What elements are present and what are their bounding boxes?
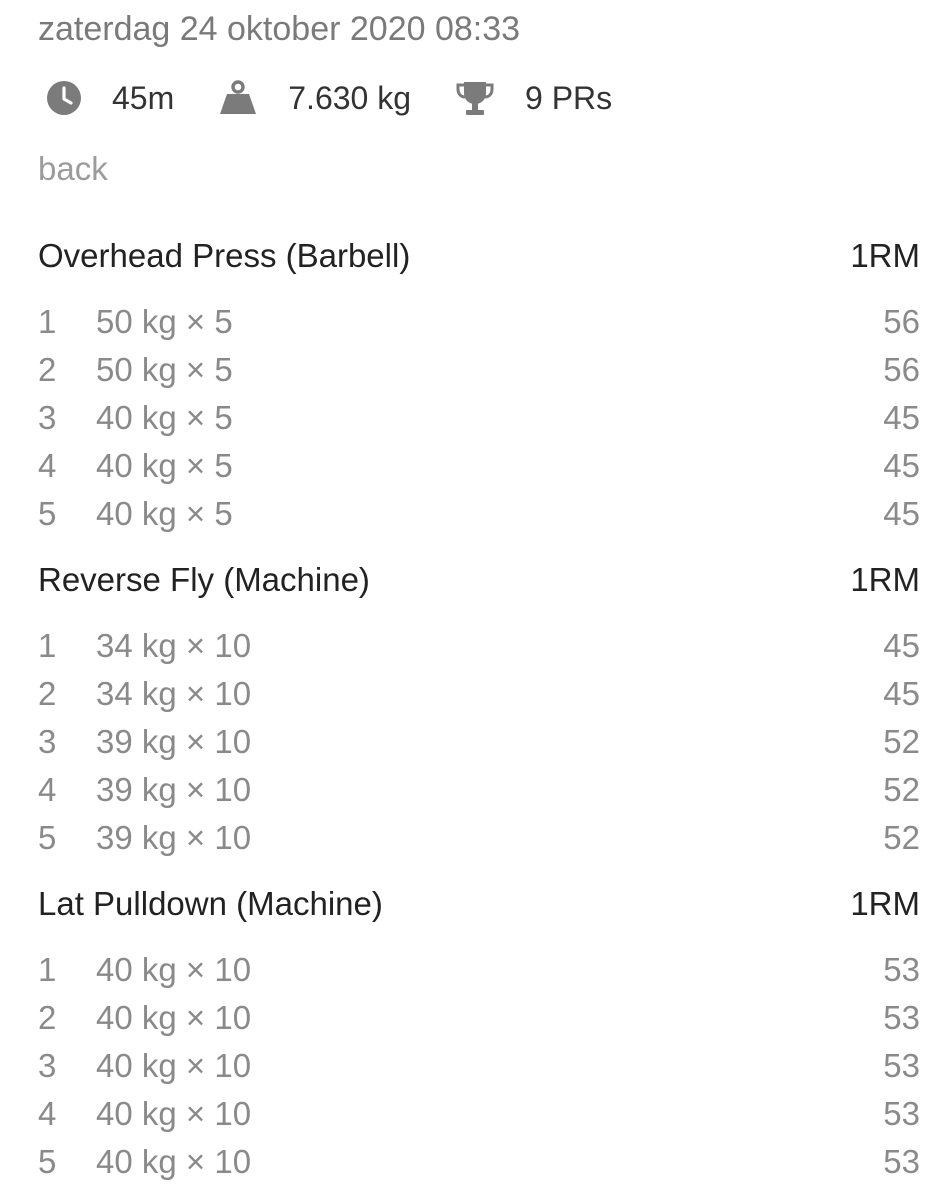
set-row bbox=[38, 814, 920, 862]
prs-value: 9 PRs bbox=[525, 79, 613, 116]
set-row bbox=[38, 394, 920, 442]
set-row bbox=[38, 670, 920, 718]
prs-stat bbox=[455, 79, 612, 117]
set-load: 50 kg × 5 bbox=[96, 303, 233, 340]
set-row bbox=[38, 442, 920, 490]
set-load: 40 kg × 5 bbox=[96, 447, 233, 484]
exercise-header bbox=[38, 232, 920, 280]
set-number: 5 bbox=[38, 495, 57, 532]
set-one-rm: 52 bbox=[883, 819, 920, 856]
set-load: 34 kg × 10 bbox=[96, 675, 252, 712]
set-load: 40 kg × 10 bbox=[96, 1047, 252, 1084]
set-number: 2 bbox=[38, 675, 57, 712]
set-one-rm: 45 bbox=[883, 627, 920, 664]
set-row bbox=[38, 346, 920, 394]
set-load: 39 kg × 10 bbox=[96, 723, 252, 760]
set-load: 40 kg × 5 bbox=[96, 399, 233, 436]
set-one-rm: 53 bbox=[883, 1047, 920, 1084]
set-number: 4 bbox=[38, 771, 57, 808]
set-row bbox=[38, 766, 920, 814]
weight-icon bbox=[218, 80, 258, 116]
set-row bbox=[38, 622, 920, 670]
exercise-block bbox=[38, 232, 920, 538]
set-load: 50 kg × 5 bbox=[96, 351, 233, 388]
set-list bbox=[38, 622, 920, 862]
volume-stat bbox=[218, 80, 411, 117]
set-number: 3 bbox=[38, 1047, 57, 1084]
set-row bbox=[38, 298, 920, 346]
set-load: 39 kg × 10 bbox=[96, 819, 252, 856]
set-one-rm: 45 bbox=[883, 675, 920, 712]
set-one-rm: 53 bbox=[883, 999, 920, 1036]
exercise-block bbox=[38, 556, 920, 862]
set-one-rm: 45 bbox=[883, 399, 920, 436]
exercise-name: Lat Pulldown (Machine) bbox=[38, 885, 383, 922]
set-number: 3 bbox=[38, 723, 57, 760]
set-row bbox=[38, 946, 920, 994]
clock-icon bbox=[46, 80, 82, 116]
set-load: 40 kg × 10 bbox=[96, 951, 252, 988]
set-load: 40 kg × 10 bbox=[96, 999, 252, 1036]
set-row bbox=[38, 994, 920, 1042]
one-rm-label: 1RM bbox=[850, 885, 920, 922]
set-one-rm: 56 bbox=[883, 351, 920, 388]
set-number: 5 bbox=[38, 1143, 57, 1180]
exercise-header bbox=[38, 556, 920, 604]
set-number: 1 bbox=[38, 303, 57, 340]
set-list bbox=[38, 946, 920, 1186]
set-number: 4 bbox=[38, 1095, 57, 1132]
duration-stat bbox=[46, 80, 174, 117]
set-one-rm: 53 bbox=[883, 951, 920, 988]
set-number: 5 bbox=[38, 819, 57, 856]
set-load: 40 kg × 10 bbox=[96, 1143, 252, 1180]
exercise-block bbox=[38, 880, 920, 1186]
set-row bbox=[38, 1090, 920, 1138]
exercise-name: Overhead Press (Barbell) bbox=[38, 237, 411, 274]
set-one-rm: 53 bbox=[883, 1095, 920, 1132]
one-rm-label: 1RM bbox=[850, 237, 920, 274]
set-load: 34 kg × 10 bbox=[96, 627, 252, 664]
set-row bbox=[38, 718, 920, 766]
set-number: 4 bbox=[38, 447, 57, 484]
set-number: 1 bbox=[38, 627, 57, 664]
set-one-rm: 52 bbox=[883, 723, 920, 760]
trophy-icon bbox=[455, 79, 495, 117]
set-one-rm: 56 bbox=[883, 303, 920, 340]
workout-date: zaterdag 24 oktober 2020 08:33 bbox=[38, 10, 521, 48]
set-number: 3 bbox=[38, 399, 57, 436]
set-list bbox=[38, 298, 920, 538]
set-row bbox=[38, 490, 920, 538]
duration-value: 45m bbox=[112, 79, 175, 116]
set-one-rm: 52 bbox=[883, 771, 920, 808]
set-one-rm: 45 bbox=[883, 495, 920, 532]
one-rm-label: 1RM bbox=[850, 561, 920, 598]
back-link[interactable]: back bbox=[38, 150, 108, 187]
exercise-name: Reverse Fly (Machine) bbox=[38, 561, 370, 598]
volume-value: 7.630 kg bbox=[288, 79, 412, 116]
set-load: 40 kg × 10 bbox=[96, 1095, 252, 1132]
set-load: 39 kg × 10 bbox=[96, 771, 252, 808]
set-row bbox=[38, 1138, 920, 1186]
set-one-rm: 53 bbox=[883, 1143, 920, 1180]
set-row bbox=[38, 1042, 920, 1090]
set-number: 2 bbox=[38, 999, 57, 1036]
set-load: 40 kg × 5 bbox=[96, 495, 233, 532]
exercise-header bbox=[38, 880, 920, 928]
set-one-rm: 45 bbox=[883, 447, 920, 484]
set-number: 1 bbox=[38, 951, 57, 988]
set-number: 2 bbox=[38, 351, 57, 388]
workout-stats bbox=[46, 76, 656, 120]
